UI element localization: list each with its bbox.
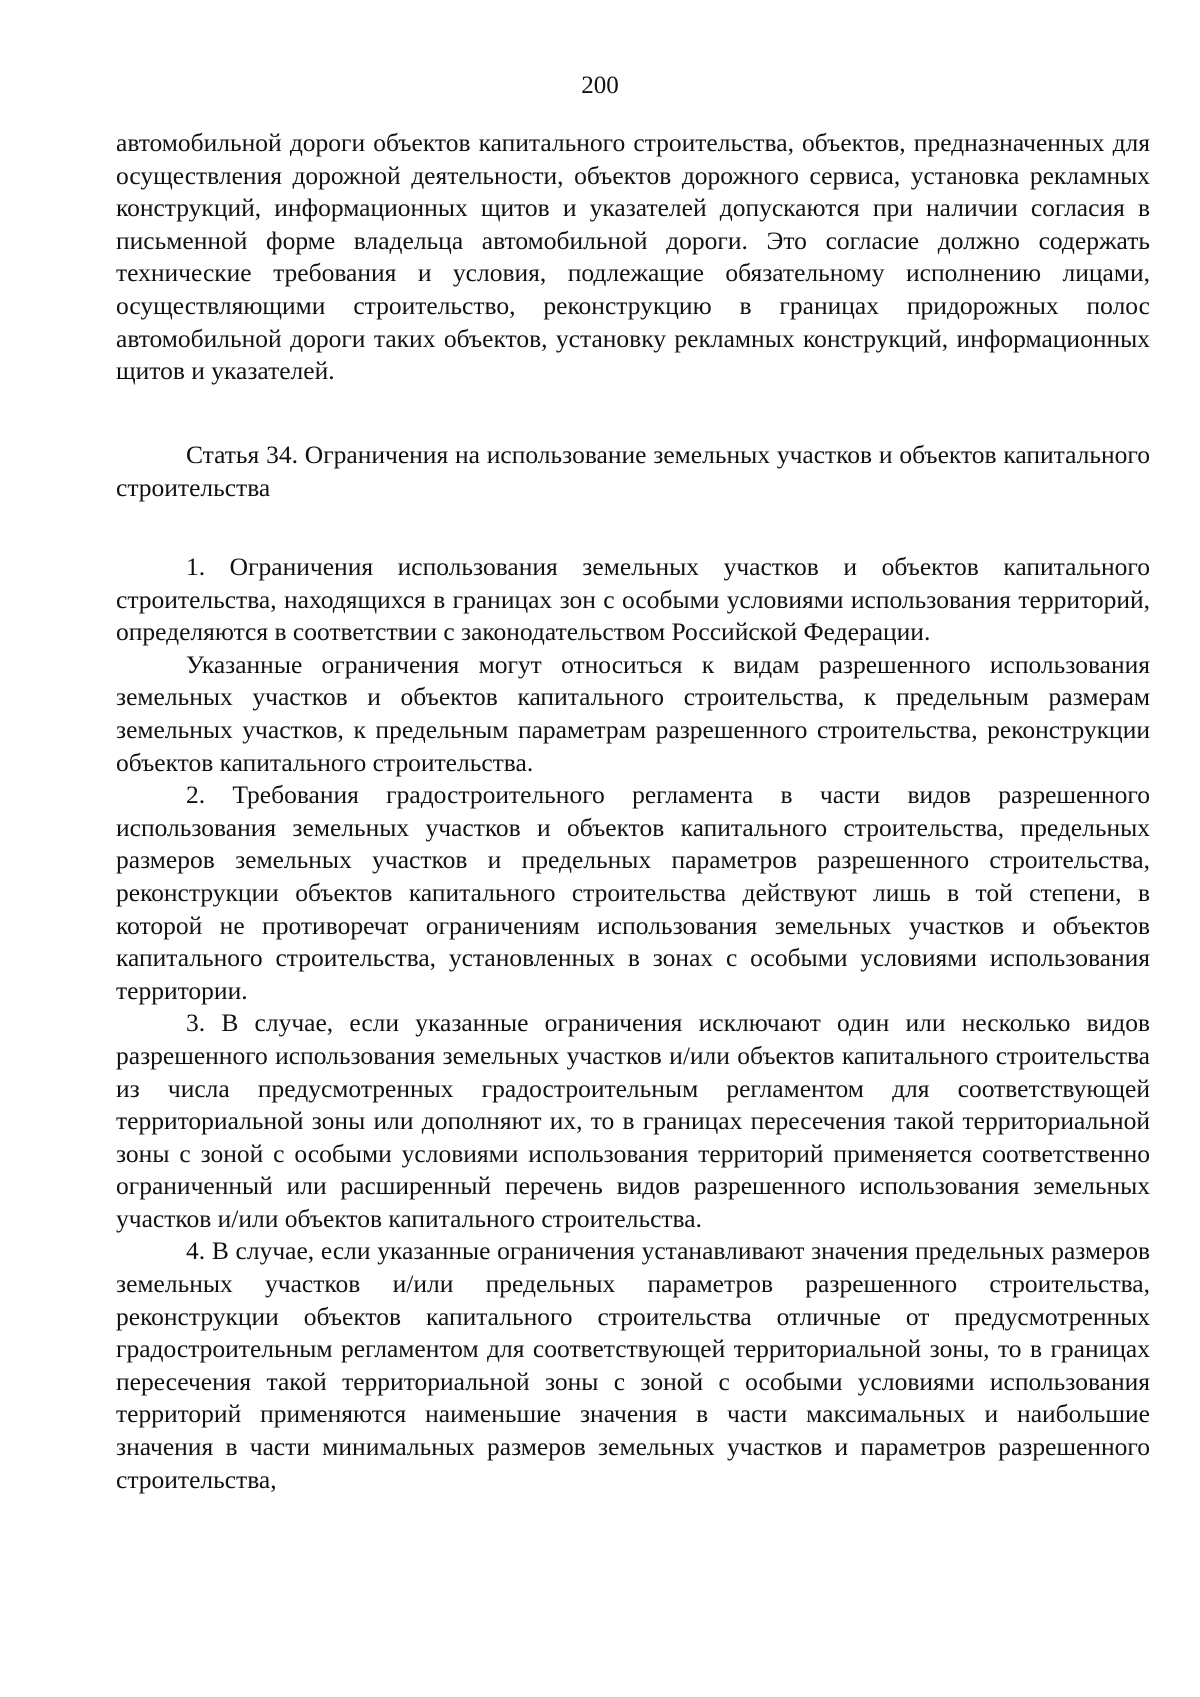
paragraph-1: 1. Ограничения использования земельных участков и объектов капитального строительства, находящихся в границах зон с особыми условиями использования территорий, определяются в соответствии с законодательством Российской Федерации. — [116, 552, 1150, 647]
paragraph-1-continued: Указанные ограничения могут относиться к видам разрешенного использования земельных участков и объектов капитального строительства, к предельным размерам земельных участков, к предельным параметрам разрешенного строительства, реконструкции объектов капитального строительства. — [116, 649, 1150, 777]
paragraph-3: 3. В случае, если указанные ограничения исключают один или несколько видов разрешенного использования земельных участков и/или объектов капитального строительства из числа предусмотренных градостроительным регламентом для соответствующей территориальной зоны или дополняют их, то в границах пересечения такой территориальной зоны с зоной с особыми условиями использования территорий применяется соответственно ограниченный или расширенный перечень видов разрешенного использования земельных участков и/или объектов капитального строительства. — [116, 1008, 1150, 1233]
intro-paragraph: автомобильной дороги объектов капитального строительства, объектов, предназначенных для осуществления дорожной деятельности, объектов дорожного сервиса, установка рекламных конструкций, информационных щитов и указателей допускаются при наличии согласия в письменной форме владельца автомобильной дороги. Это согласие должно содержать технические требования и условия, подлежащие обязательному исполнению лицами, осуществляющими строительство, реконструкцию в границах придорожных полос автомобильной дороги таких объектов, установку рекламных конструкций, информационных щитов и указателей. — [116, 128, 1150, 386]
paragraph-2: 2. Требования градостроительного регламента в части видов разрешенного использования земельных участков и объектов капитального строительства, предельных размеров земельных участков и предельных параметров разрешенного строительства, реконструкции объектов капитального строительства действуют лишь в той степени, в которой не противоречат ограничениям использования земельных участков и объектов капитального строительства, установленных в зонах с особыми условиями использования территории. — [116, 780, 1150, 1005]
intro-paragraph-block — [116, 127, 1150, 388]
article-body — [116, 551, 1150, 1496]
paragraph-4: 4. В случае, если указанные ограничения устанавливают значения предельных размеров земельных участков и/или предельных параметров разрешенного строительства, реконструкции объектов капитального строительства отличные от предусмотренных градостроительным регламентом для соответствующей территориальной зоны, то в границах пересечения такой территориальной зоны с зоной с особыми условиями использования территорий применяются наименьшие значения в части максимальных и наибольшие значения в части минимальных размеров земельных участков и параметров разрешенного строительства, — [116, 1236, 1150, 1494]
article-heading-block — [116, 439, 1150, 504]
article-heading: Статья 34. Ограничения на использование земельных участков и объектов капитального строительства — [116, 440, 1150, 502]
page-number: 200 — [581, 72, 619, 99]
